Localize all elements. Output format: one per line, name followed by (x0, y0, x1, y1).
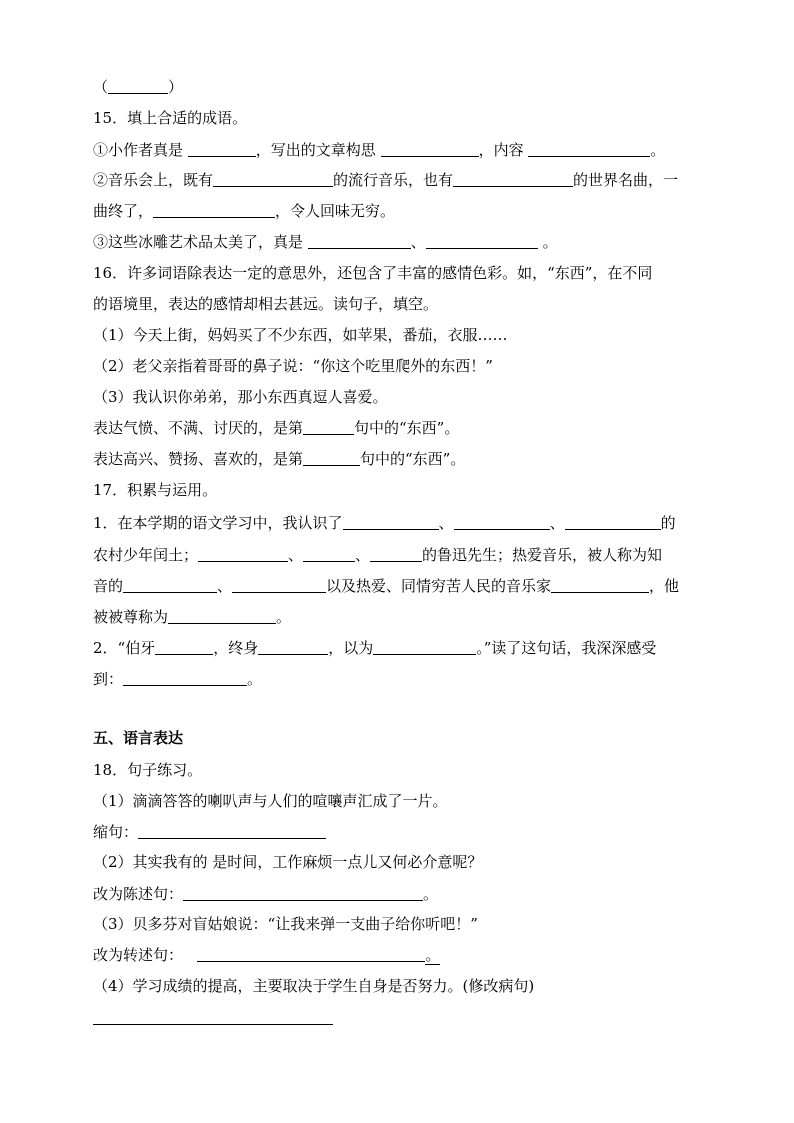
q18-answer-4 (93, 1008, 705, 1028)
q17-line-4: 被被尊称为 。 (93, 608, 292, 626)
q18-answer-2: 改为陈述句： 。 (93, 885, 439, 903)
q18-sentence-4: （4）学习成绩的提高，主要取决于学生自身是否努力。(修改病句) (93, 977, 535, 995)
section-heading-language-expression: 五、语言表达 (93, 729, 184, 747)
q15-line-4: ③这些冰雕艺术品太美了，真是 、 。 (93, 233, 558, 251)
q17-line-5: 2．“伯牙 ，终身 ，以为 。”读了这句话，我深深感受 (93, 639, 657, 657)
q18-blank-2[interactable] (183, 885, 423, 901)
q15-blank-8[interactable] (426, 233, 538, 249)
q17-blank-7[interactable] (123, 577, 217, 593)
q18-sentence-2: （2）其实我有的 是时间，工作麻烦一点儿又何必介意呢？ (93, 853, 483, 871)
q17-title: 17．积累与运用。 (93, 481, 218, 499)
q17-blank-10[interactable] (168, 608, 276, 624)
q15-blank-2[interactable] (381, 141, 479, 157)
q16-answer-2: 表达高兴、赞扬、喜欢的，是第 句中的“东西”。 (93, 450, 466, 468)
answer-blank-14[interactable] (108, 78, 168, 94)
q15-blank-3[interactable] (528, 141, 650, 157)
q17-blank-3[interactable] (565, 514, 661, 530)
q18-blank-4[interactable] (93, 1009, 333, 1025)
q15-line-1: ①小作者真是 ，写出的文章构思 ，内容 。 (93, 141, 666, 159)
q18-blank-1[interactable] (138, 823, 326, 839)
q17-line-2: 农村少年闰土； 、 、 的鲁迅先生；热爱音乐，被人称为知 (93, 546, 663, 564)
q17-blank-9[interactable] (551, 577, 649, 593)
q15-blank-5[interactable] (453, 171, 573, 187)
q16-sentence-3: （3）我认识你弟弟，那小东西真逗人喜爱。 (93, 388, 388, 406)
q17-blank-4[interactable] (198, 546, 288, 562)
q17-blank-5[interactable] (303, 546, 355, 562)
q17-line-6: 到： 。 (93, 670, 263, 688)
q16-blank-2[interactable] (303, 450, 360, 466)
paren-close: ） (168, 78, 184, 96)
q18-sentence-1: （1）滴滴答答的喇叭声与人们的喧嚷声汇成了一片。 (93, 792, 448, 810)
q17-blank-1[interactable] (343, 514, 439, 530)
q18-answer-3: 改为转述句： 。 (93, 946, 441, 964)
q16-sentence-1: （1）今天上街，妈妈买了不少东西，如苹果，番茄，衣服…… (93, 326, 508, 344)
q16-line-1: 16．许多词语除表达一定的意思外，还包含了丰富的感情色彩。如，“东西”，在不同 (93, 264, 653, 282)
q18-sentence-3: （3）贝多芬对盲姑娘说：“让我来弹一支曲子给你听吧！” (93, 915, 478, 933)
q15-blank-1[interactable] (188, 141, 256, 157)
q15-blank-7[interactable] (308, 233, 411, 249)
q17-blank-2[interactable] (454, 514, 550, 530)
q17-line-3: 音的 、 以及热爱、同情穷苦人民的音乐家 ，他 (93, 577, 680, 595)
q18-blank-3[interactable] (197, 946, 425, 962)
q15-blank-6[interactable] (153, 202, 275, 218)
q17-blank-14[interactable] (123, 670, 247, 686)
q16-answer-1: 表达气愤、不满、讨厌的，是第 句中的“东西”。 (93, 419, 460, 437)
q18-answer-1: 缩句： (93, 822, 705, 842)
q15-blank-4[interactable] (213, 171, 333, 187)
q15-line-3: 曲终了， ，令人回味无穷。 (93, 202, 396, 220)
q15-line-2: ②音乐会上，既有 的流行音乐，也有 的世界名曲，一 (93, 171, 679, 189)
q17-blank-8[interactable] (232, 577, 326, 593)
q17-blank-12[interactable] (258, 639, 328, 655)
q15-title: 15．填上合适的成语。 (93, 109, 248, 127)
q16-line-2: 的语境里，表达的感情却相去甚远。读句子，填空。 (93, 295, 439, 313)
q16-blank-1[interactable] (303, 419, 354, 435)
paren-open: （ (93, 78, 109, 96)
q17-blank-6[interactable] (370, 546, 422, 562)
q16-sentence-2: （2）老父亲指着哥哥的鼻子说：“你这个吃里爬外的东西！” (93, 357, 493, 375)
q17-blank-13[interactable] (373, 639, 476, 655)
q18-title: 18．句子练习。 (93, 761, 203, 779)
answer-bracket-line (93, 77, 705, 97)
q17-line-1: 1．在本学期的语文学习中，我认识了 、 、 的 (93, 514, 676, 532)
q17-blank-11[interactable] (155, 639, 213, 655)
